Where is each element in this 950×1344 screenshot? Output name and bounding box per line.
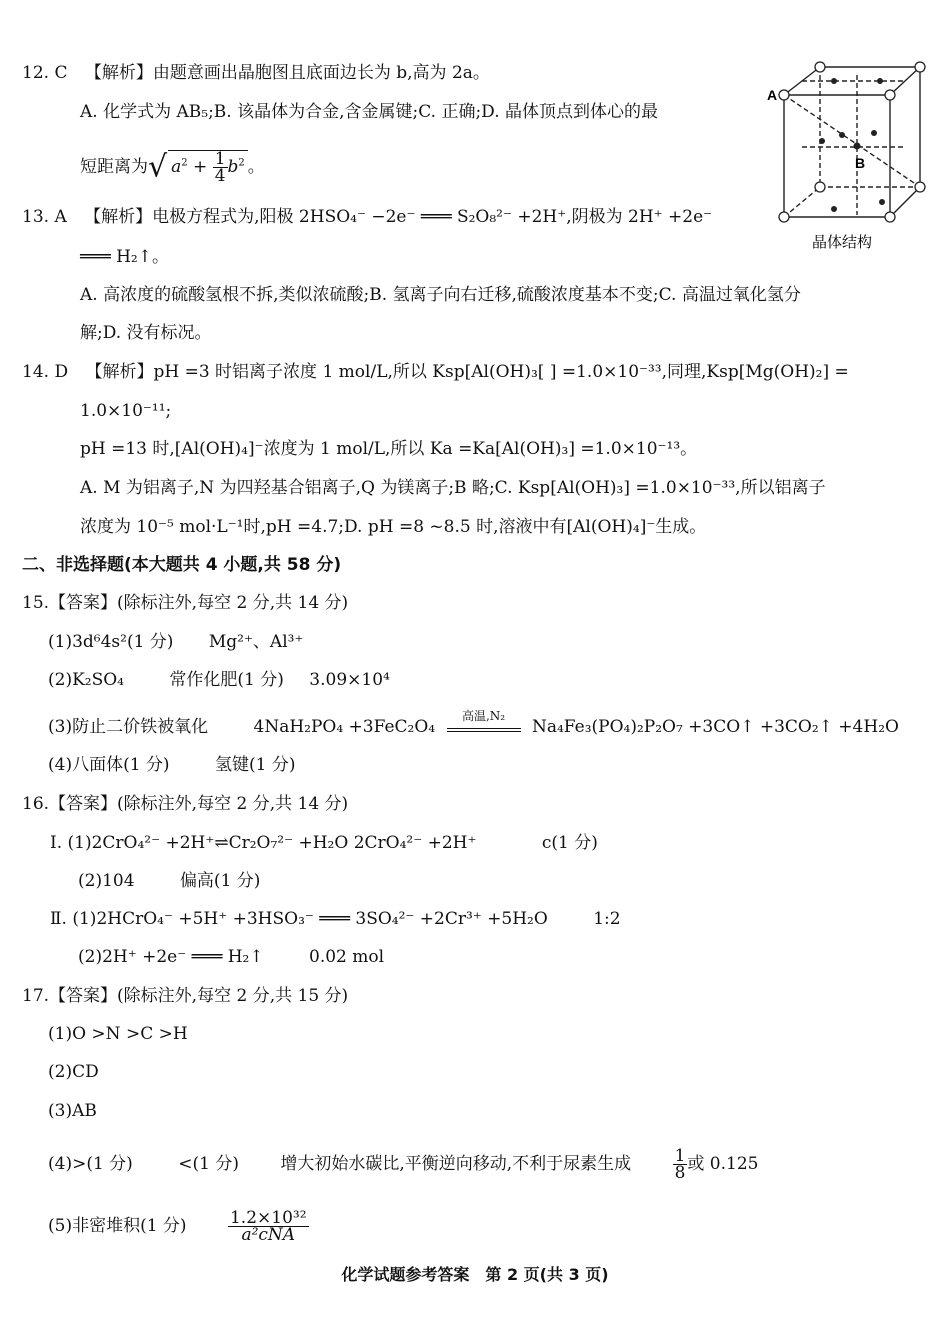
q17-a2: (2)CD — [48, 1062, 99, 1082]
q14-line4: A. M 为铝离子,N 为四羟基合铝离子,Q 为镁离子;B 略;C. Ksp[Al(OH)₃] =1.0×10⁻³³,所以铝离子 — [80, 478, 826, 498]
q17-a4-text: (4)>(1 分) — [48, 1154, 133, 1174]
q12-line3-pre: 短距离为 — [80, 157, 148, 177]
sqrt-sign: √ — [148, 149, 168, 185]
fraction-denominator: a²cNA — [241, 1225, 296, 1245]
q12-text: 【解析】由题意画出晶胞图且底面边长为 b,高为 2a。 — [84, 63, 490, 83]
fraction-numerator: 1.2×10³² — [229, 1208, 307, 1228]
q14-line1 — [22, 361, 849, 383]
q15-a2-use: 常作化肥(1 分) — [169, 670, 284, 690]
figure-caption: 晶体结构 — [812, 233, 873, 251]
q15-a3-products: Na₄Fe₃(PO₄)₂P₂O₇ +3CO↑ +3CO₂↑ +4H₂O — [531, 717, 899, 737]
q14-line5: 浓度为 10⁻⁵ mol·L⁻¹时,pH =4.7;D. pH =8 ~8.5 时,溶液中有[Al(OH)₄]⁻生成。 — [80, 517, 707, 537]
q16-ii1 — [50, 908, 621, 930]
q16-ii2 — [78, 946, 384, 968]
q15-a4-text: (4)八面体(1 分) — [48, 755, 170, 775]
fraction-numerator: 1 — [674, 1146, 686, 1166]
fraction-denominator: 8 — [674, 1163, 686, 1183]
q16-i1-answer: c(1 分) — [541, 833, 598, 853]
crystal-structure-figure — [762, 55, 942, 255]
q12-line2: A. 化学式为 AB₅;B. 该晶体为合金,含金属键;C. 正确;D. 晶体顶点到体心的最 — [80, 102, 658, 122]
q13-line4: 解;D. 没有标况。 — [80, 323, 212, 343]
q17-a5-text: (5)非密堆积(1 分) — [48, 1216, 187, 1236]
q15-a2-value: 3.09×10⁴ — [309, 670, 390, 690]
q14-head: 14. D — [22, 362, 69, 382]
q12-head: 12. C — [22, 63, 68, 83]
q15-a1 — [48, 631, 303, 653]
q16-head: 16.【答案】(除标注外,每空 2 分,共 14 分) — [22, 794, 349, 814]
label-b: B — [855, 155, 866, 171]
q15-a4-bond: 氢键(1 分) — [214, 755, 296, 775]
q16-ii2-equation: (2)2H⁺ +2e⁻ ═══ H₂↑ — [78, 947, 264, 967]
q16-i1-equation: Ⅰ. (1)2CrO₄²⁻ +2H⁺⇌Cr₂O₇²⁻ +H₂O 2CrO₄²⁻ +2H⁺ — [50, 833, 477, 853]
q17-head: 17.【答案】(除标注外,每空 2 分,共 15 分) — [22, 986, 349, 1006]
sqrt-expression: $a^2$ + $\frac{1}{4}$ $b^2$ — [168, 150, 248, 184]
section-heading: 二、非选择题(本大题共 4 小题,共 58 分) — [22, 555, 342, 575]
q14-line2: 1.0×10⁻¹¹; — [80, 401, 172, 421]
q14-line3: pH =13 时,[Al(OH)₄]⁻浓度为 1 mol/L,所以 Ka =Ka[Al(OH)₃] =1.0×10⁻¹³。 — [80, 439, 698, 459]
label-a: A — [767, 87, 778, 103]
q13-text: 【解析】电极方程式为,阳极 2HSO₄⁻ −2e⁻ ═══ S₂O₈²⁻ +2H⁺,阴极为 2H⁺ +2e⁻ — [84, 207, 713, 227]
q12-line3-post: 。 — [247, 157, 265, 177]
q13-line1 — [22, 206, 712, 228]
q15-a3-arrow — [447, 709, 521, 732]
page-footer: 化学试题参考答案 第 2 页(共 3 页) — [341, 1265, 609, 1284]
q12-line3 — [80, 150, 265, 184]
q17-a5-fraction — [228, 1210, 309, 1243]
q17-a4-decimal: 或 0.125 — [687, 1154, 759, 1174]
q16-i1 — [50, 832, 598, 854]
q13-line2: ═══ H₂↑。 — [80, 247, 169, 267]
q15-a1-text: (1)3d⁶4s²(1 分) — [48, 632, 174, 652]
q17-a5 — [48, 1210, 309, 1243]
q16-i2-value: (2)104 — [78, 871, 135, 891]
q15-head: 15.【答案】(除标注外,每空 2 分,共 14 分) — [22, 593, 349, 613]
q15-a1-ions: Mg²⁺、Al³⁺ — [208, 632, 304, 652]
q14-text: 【解析】pH =3 时铝离子浓度 1 mol/L,所以 Ksp[Al(OH)₃[ ] =1.0×10⁻³³,同理,Ksp[Mg(OH)₂] = — [85, 362, 849, 382]
q16-ii2-amount: 0.02 mol — [309, 947, 385, 967]
q13-head: 13. A — [22, 207, 67, 227]
q15-a3-text: (3)防止二价铁被氧化 — [48, 717, 209, 737]
q17-a4-fraction — [673, 1148, 688, 1181]
q17-a4-explanation: 增大初始水碳比,平衡逆向移动,不利于尿素生成 — [280, 1154, 632, 1174]
q15-a3-reactants: 4NaH₂PO₄ +3FeC₂O₄ — [253, 717, 436, 737]
q16-ii1-equation: Ⅱ. (1)2HCrO₄⁻ +5H⁺ +3HSO₃⁻ ═══ 3SO₄²⁻ +2Cr³⁺ +5H₂O — [50, 909, 548, 929]
q17-a3: (3)AB — [48, 1101, 97, 1121]
q16-i2 — [78, 870, 260, 892]
q17-a1: (1)O >N >C >H — [48, 1024, 188, 1044]
q15-a3 — [48, 709, 899, 738]
q15-a3-condition: 高温,N₂ — [461, 709, 506, 723]
q15-a2 — [48, 669, 390, 691]
q15-a4 — [48, 754, 295, 776]
q13-line3: A. 高浓度的硫酸氢根不拆,类似浓硫酸;B. 氢离子向右迁移,硫酸浓度基本不变;C. 高温过氧化氢分 — [80, 285, 801, 305]
q12-line1 — [22, 62, 490, 84]
q17-a4-second: <(1 分) — [178, 1154, 239, 1174]
q17-a4 — [48, 1148, 758, 1181]
q16-i2-answer: 偏高(1 分) — [179, 871, 261, 891]
q15-a2-text: (2)K₂SO₄ — [48, 670, 124, 690]
q16-ii1-ratio: 1:2 — [593, 909, 621, 929]
